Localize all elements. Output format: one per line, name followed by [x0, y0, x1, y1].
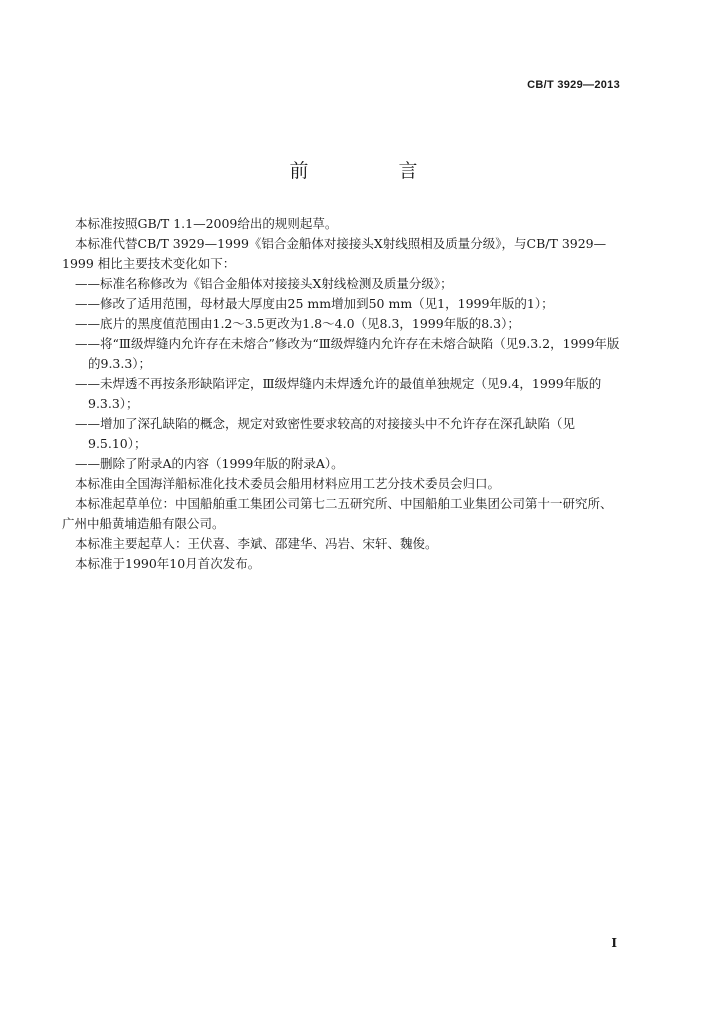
- paragraph-drafting-rule: 本标准按照GB/T 1.1—2009给出的规则起草。: [75, 216, 338, 231]
- paragraph-replacement: 本标准代替CB/T 3929—1999《铝合金船体对接接头X射线照相及质量分级》，与CB/T 3929—1999 相比主要技术变化如下：: [62, 236, 607, 271]
- change-item: ——底片的黑度值范围由1.2～3.5更改为1.8～4.0（见8.3，1999年版的8.3）；: [75, 316, 520, 331]
- standard-code: CB/T 3929—2013: [527, 79, 620, 91]
- paragraph-drafters: 本标准主要起草人：王伏喜、李斌、邵建华、冯岩、宋轩、魏俊。: [75, 536, 438, 551]
- change-item: ——修改了适用范围，母材最大厚度由25 mm增加到50 mm（见1，1999年版的1）；: [75, 296, 554, 311]
- paragraph-committee: 本标准由全国海洋船标准化技术委员会船用材料应用工艺分技术委员会归口。: [75, 476, 501, 491]
- page-title: 前 言: [289, 160, 460, 182]
- paragraph-drafting-units: 本标准起草单位：中国船舶重工集团公司第七二五研究所、中国船舶工业集团公司第十一研究所、广州中船黄埔造船有限公司。: [62, 496, 613, 531]
- change-item: ——标准名称修改为《铝合金船体对接接头X射线检测及质量分级》；: [75, 276, 453, 291]
- change-item: ——增加了深孔缺陷的概念，规定对致密性要求较高的对接接头中不允许存在深孔缺陷（见9.5.10）；: [75, 416, 576, 451]
- change-item: ——未焊透不再按条形缺陷评定，Ⅲ级焊缝内未焊透允许的最值单独规定（见9.4，1999年版的9.3.3）；: [75, 376, 602, 411]
- paragraph-first-release: 本标准于1990年10月首次发布。: [75, 556, 261, 571]
- page-number: I: [611, 936, 617, 950]
- foreword-body: [62, 214, 622, 574]
- change-item: ——删除了附录A的内容（1999年版的附录A）。: [75, 456, 344, 471]
- change-item: ——将“Ⅲ级焊缝内允许存在未熔合”修改为“Ⅲ级焊缝内允许存在未熔合缺陷（见9.3.2，1999年版的9.3.3）；: [75, 336, 620, 371]
